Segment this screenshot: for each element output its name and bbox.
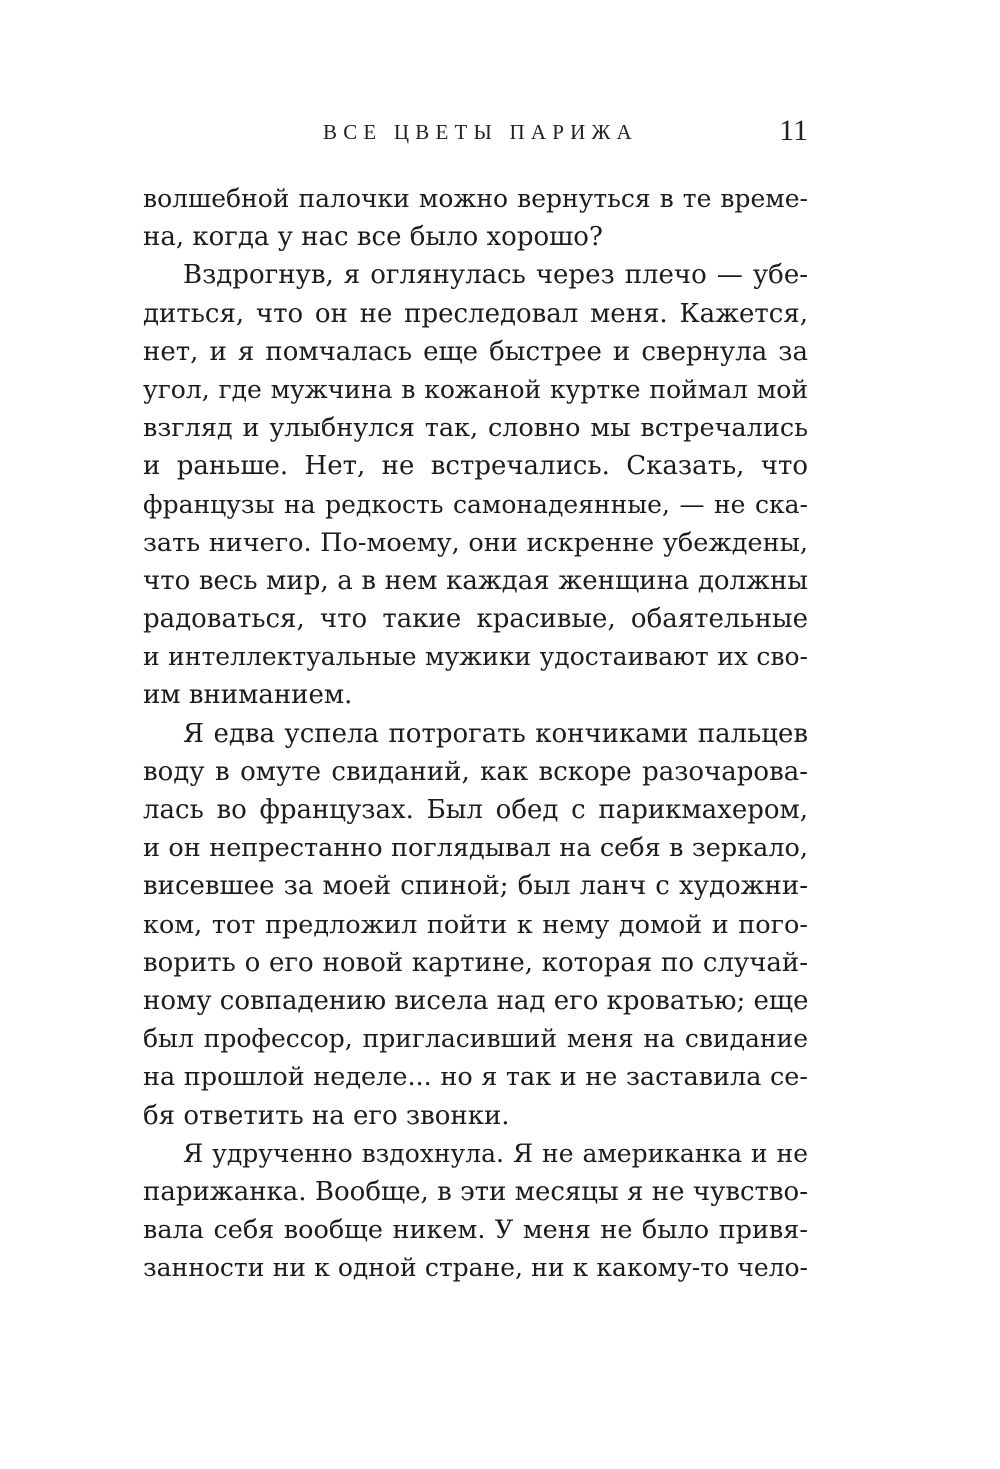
text-line: и раньше. Нет, не встречались. Сказать, что xyxy=(143,451,808,482)
text-line: был профессор, пригласивший меня на свидание xyxy=(143,1024,808,1054)
page-body-text xyxy=(143,180,808,1287)
text-line: ному совпадению висела над его кроватью; еще xyxy=(143,985,809,1016)
text-line: нет, и я помчалась еще быстрее и свернула за xyxy=(143,336,808,367)
text-line: бя ответить на его звонки. xyxy=(143,1100,510,1131)
paragraph-first-line: Я удрученно вздохнула. Я не американка и не xyxy=(183,1138,808,1168)
text-line: взгляд и улыбнулся так, словно мы встречались xyxy=(143,413,808,444)
text-line: зать ничего. По-моему, они искренне убеждены, xyxy=(143,527,808,558)
text-line: ворить о его новой картине, которая по случай- xyxy=(143,947,808,978)
text-line: висевшее за моей спиной; был ланч с художни- xyxy=(143,871,808,902)
text-line: радоваться, что такие красивые, обаятельные xyxy=(143,604,808,635)
page-number: 11 xyxy=(779,114,808,147)
text-line: ком, тот предложил пойти к нему домой и пого- xyxy=(143,909,808,940)
paragraph-first-line: Вздрогнув, я оглянулась через плечо — убе- xyxy=(183,260,808,291)
text-line: на прошлой неделе... но я так и не заставила се- xyxy=(143,1062,808,1093)
text-line: диться, что он не преследовал меня. Кажется, xyxy=(143,298,808,329)
text-line: им вниманием. xyxy=(143,680,353,711)
text-line: и интеллектуальные мужики удостаивают их сво- xyxy=(143,642,808,672)
running-head xyxy=(143,114,808,158)
text-line: парижанка. Вообще, в эти месяцы я не чувство- xyxy=(143,1176,808,1207)
text-line: угол, где мужчина в кожаной куртке поймал мой xyxy=(143,374,808,404)
text-line: на, когда у нас все было хорошо? xyxy=(143,222,603,253)
text-line: французы на редкость самонадеянные, — не ска- xyxy=(143,489,808,519)
text-line: вала себя вообще никем. У меня не было привя- xyxy=(143,1215,808,1246)
text-line: занности ни к одной стране, ни к какому-то чело- xyxy=(143,1253,808,1283)
book-title: ВСЕ ЦВЕТЫ ПАРИЖА xyxy=(323,120,638,144)
paragraph-first-line: Я едва успела потрогать кончиками пальцев xyxy=(183,718,808,749)
text-line: что весь мир, а в нем каждая женщина должны xyxy=(143,565,808,596)
text-line: лась во французах. Был обед с парикмахером, xyxy=(143,795,808,825)
text-line: воду в омуте свиданий, как вскоре разочарова- xyxy=(143,756,808,787)
text-line: волшебной палочки можно вернуться в те време- xyxy=(143,184,808,213)
text-line: и он непрестанно поглядывал на себя в зеркало, xyxy=(143,833,808,864)
